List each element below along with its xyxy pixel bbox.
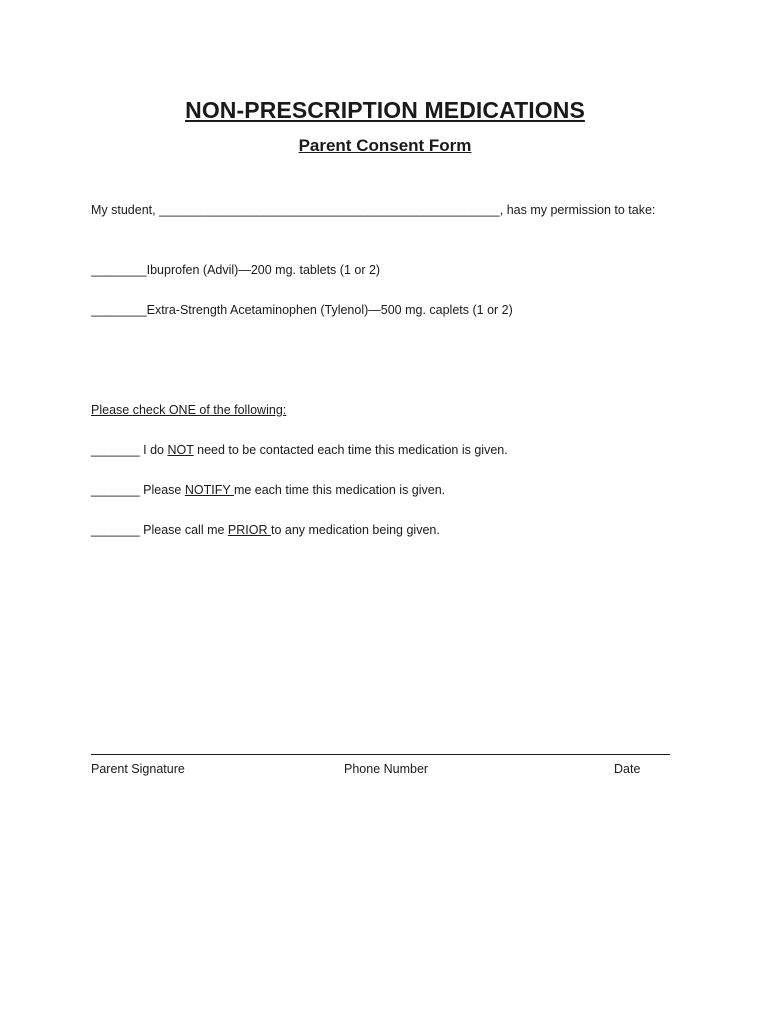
option-text: me each time this medication is given. [233,483,446,497]
option-call-prior [91,523,440,537]
student-line-prefix: My student, [91,203,160,217]
option-text: to any medication being given. [270,523,440,537]
option-text: need to be contacted each time this medication is given. [193,443,508,457]
date-label: Date [614,762,641,776]
student-name-blank[interactable]: _________________________________________________ [159,203,500,217]
option-emphasis: NOTIFY [184,483,234,497]
option-call-prior-blank[interactable]: _______ [91,523,140,537]
acetaminophen-blank[interactable]: ________ [91,303,147,317]
option-emphasis: NOT [167,443,194,457]
parent-signature-label: Parent Signature [91,762,185,776]
medication-ibuprofen-row [91,263,380,277]
option-text: I do [139,443,168,457]
option-not-contacted [91,443,508,457]
option-text: Please [139,483,185,497]
acetaminophen-label: Extra-Strength Acetaminophen (Tylenol)—500 mg. caplets (1 or 2) [146,303,513,317]
ibuprofen-blank[interactable]: ________ [91,263,147,277]
option-notify-blank[interactable]: _______ [91,483,140,497]
student-line-suffix: , has my permission to take: [499,203,656,217]
signature-line[interactable] [91,754,670,755]
option-notify [91,483,445,497]
check-heading: Please check ONE of the following: [91,403,287,417]
option-emphasis: PRIOR [227,523,271,537]
option-not-contacted-blank[interactable]: _______ [91,443,140,457]
phone-number-label: Phone Number [344,762,429,776]
medication-acetaminophen-row [91,303,513,317]
option-text: Please call me [139,523,228,537]
form-title: NON-PRESCRIPTION MEDICATIONS [185,97,585,123]
form-subtitle: Parent Consent Form [298,136,472,155]
ibuprofen-label: Ibuprofen (Advil)—200 mg. tablets (1 or 2) [146,263,381,277]
student-permission-line [91,203,655,217]
